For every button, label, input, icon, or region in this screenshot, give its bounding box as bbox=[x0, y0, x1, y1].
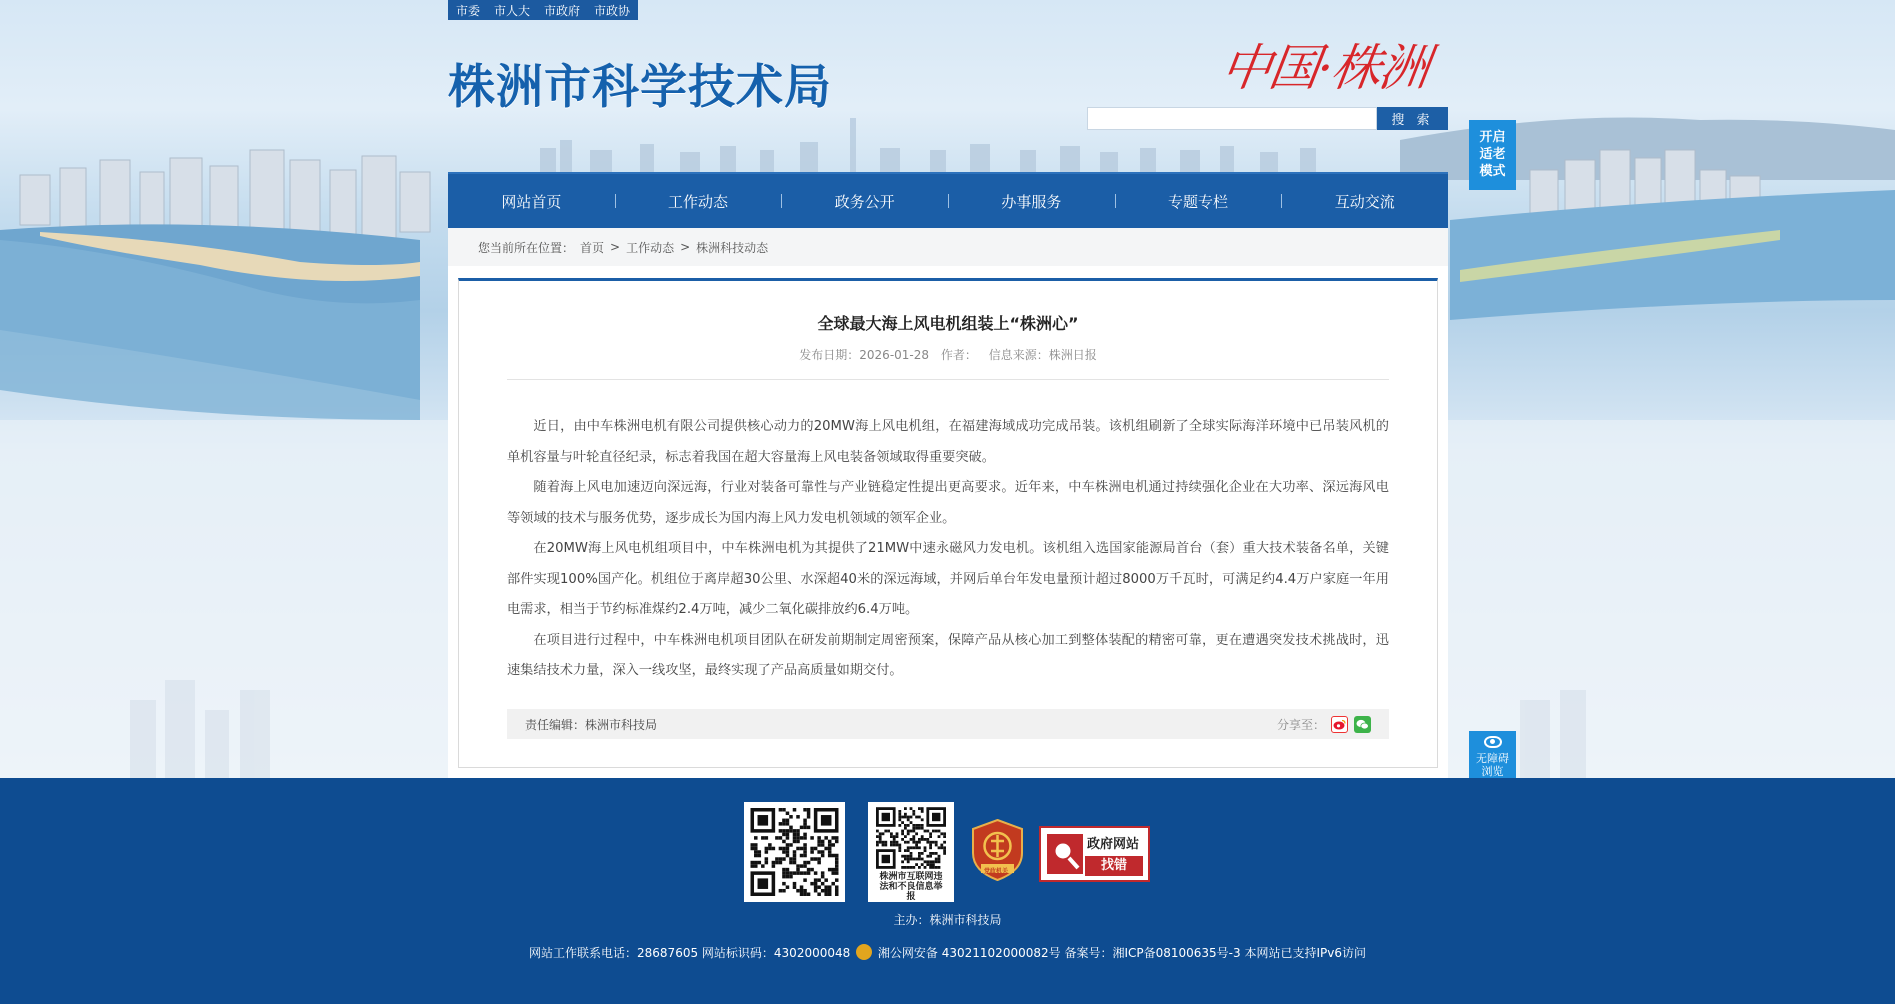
site-info-line bbox=[0, 944, 1895, 961]
share-label: 分享至： bbox=[1276, 717, 1325, 732]
top-link-party-committee[interactable]: 市委 bbox=[456, 3, 481, 18]
breadcrumb-tech-news[interactable]: 株洲科技动态 bbox=[696, 240, 769, 255]
magnifier-icon bbox=[1047, 834, 1083, 874]
host-info: 主办：株洲市科技局 bbox=[893, 913, 1002, 927]
top-link-peoples-congress[interactable]: 市人大 bbox=[494, 3, 531, 18]
breadcrumb-work-news[interactable]: 工作动态 bbox=[626, 240, 675, 255]
article-paragraph: 在项目进行过程中，中车株洲电机项目团队在研发前期制定周密预案，保障产品从核心加工到整体装配的精密可靠，更在遭遇突发技术挑战时，迅速集结技术力量，深入一线攻坚，最终实现了产品高质量如期交付。 bbox=[507, 632, 1389, 678]
share-area bbox=[1277, 716, 1371, 733]
article-date: 发布日期：2026-01-28 bbox=[799, 348, 930, 362]
article-editor: 责任编辑：株洲市科技局 bbox=[525, 717, 658, 732]
site-title[interactable]: 株洲市科学技术局 bbox=[448, 60, 832, 115]
nav-item-work-news[interactable]: 工作动态 bbox=[615, 191, 782, 212]
party-gov-badge-icon[interactable] bbox=[971, 819, 1024, 881]
accessibility-label: 无障碍浏览 bbox=[1476, 752, 1509, 778]
breadcrumb bbox=[448, 228, 1448, 266]
article-author: 作者： bbox=[940, 348, 977, 362]
breadcrumb-home[interactable]: 首页 bbox=[580, 240, 605, 255]
gov-site-error-report-button[interactable] bbox=[1039, 826, 1150, 882]
article-paragraph: 随着海上风电加速迈向深远海，行业对装备可靠性与产业链稳定性提出更高要求。近年来，中车株洲电机通过持续强化企业在大功率、深远海风电等领域的技术与服务优势，逐步成长为国内海上风力发电机领域的领军企业。 bbox=[507, 480, 1389, 526]
search-input[interactable] bbox=[1087, 107, 1377, 130]
article-body bbox=[507, 412, 1389, 687]
nav-item-services[interactable]: 办事服务 bbox=[948, 191, 1115, 212]
eye-icon bbox=[1484, 736, 1502, 748]
divider bbox=[507, 379, 1389, 380]
article-paragraph: 近日，由中车株洲电机有限公司提供核心动力的20MW海上风电机组，在福建海域成功完成吊装。该机组刷新了全球实际海洋环境中已吊装风机的单机容量与叶轮直径纪录，标志着我国在超大容量海上风电装备领域取得重要突破。 bbox=[507, 419, 1389, 465]
wechat-qr-code bbox=[744, 802, 845, 902]
elder-mode-button[interactable] bbox=[1469, 120, 1516, 190]
nav-item-home[interactable]: 网站首页 bbox=[501, 192, 562, 211]
qr-code-image bbox=[876, 807, 946, 869]
article-paragraph: 在20MW海上风电机组项目中，中车株洲电机为其提供了21MW中速永磁风力发电机。该机组入选国家能源局首台（套）重大技术装备名单，关键部件实现100%国产化。机组位于离岸超30公里、水深超40米的深远海域，并网后单台年发电量预计超过8000万千瓦时，可满足约4.4万户家庭一年用电需求，相当于节约标准煤约2.4万吨，减少二氧化碳排放约6.4万吨。 bbox=[507, 541, 1389, 617]
wechat-share-icon[interactable] bbox=[1354, 716, 1371, 733]
report-qr-code bbox=[868, 802, 954, 902]
breadcrumb-separator: > bbox=[610, 240, 621, 254]
top-link-government[interactable]: 市政府 bbox=[544, 3, 581, 18]
nav-item-gov-disclosure[interactable]: 政务公开 bbox=[781, 191, 948, 212]
search-button[interactable]: 搜 索 bbox=[1377, 107, 1448, 130]
top-links-bar bbox=[448, 0, 638, 20]
article-title: 全球最大海上风电机组装上“株洲心” bbox=[817, 314, 1079, 333]
zhaocuo-bottom-label: 找错 bbox=[1085, 856, 1143, 876]
nav-item-interaction[interactable]: 互动交流 bbox=[1281, 191, 1448, 212]
police-badge-icon bbox=[856, 944, 872, 960]
content-panel bbox=[448, 266, 1448, 778]
weibo-share-icon[interactable] bbox=[1331, 716, 1348, 733]
elder-mode-label: 开启适老模式 bbox=[1479, 130, 1506, 179]
calligraphy-logo: 中国·株洲 bbox=[1217, 39, 1432, 97]
report-qr-label: 株洲市互联网违法和不良信息举报 bbox=[879, 872, 943, 902]
footer bbox=[0, 778, 1895, 1004]
badge-label: 党政机关 bbox=[984, 868, 1009, 875]
search-bar bbox=[1087, 107, 1448, 130]
filing-info[interactable]: 湘公网安备 43021102000082号 备案号：湘ICP备08100635号-3 本网站已支持IPv6访问 bbox=[877, 946, 1366, 960]
article-meta bbox=[459, 346, 1437, 363]
breadcrumb-separator: > bbox=[680, 240, 691, 254]
zhaocuo-top-label: 政府网站 bbox=[1087, 837, 1140, 852]
breadcrumb-prefix: 您当前所在位置： bbox=[478, 240, 575, 255]
main-nav bbox=[448, 172, 1448, 228]
qr-code-image bbox=[750, 808, 839, 896]
contact-info: 网站工作联系电话：28687605 网站标识码：4302000048 bbox=[529, 946, 851, 960]
article bbox=[458, 278, 1438, 768]
nav-item-special-topics[interactable]: 专题专栏 bbox=[1115, 191, 1282, 212]
top-link-cppcc[interactable]: 市政协 bbox=[594, 3, 631, 18]
article-source: 信息来源：株洲日报 bbox=[988, 348, 1097, 362]
article-footer bbox=[507, 709, 1389, 739]
